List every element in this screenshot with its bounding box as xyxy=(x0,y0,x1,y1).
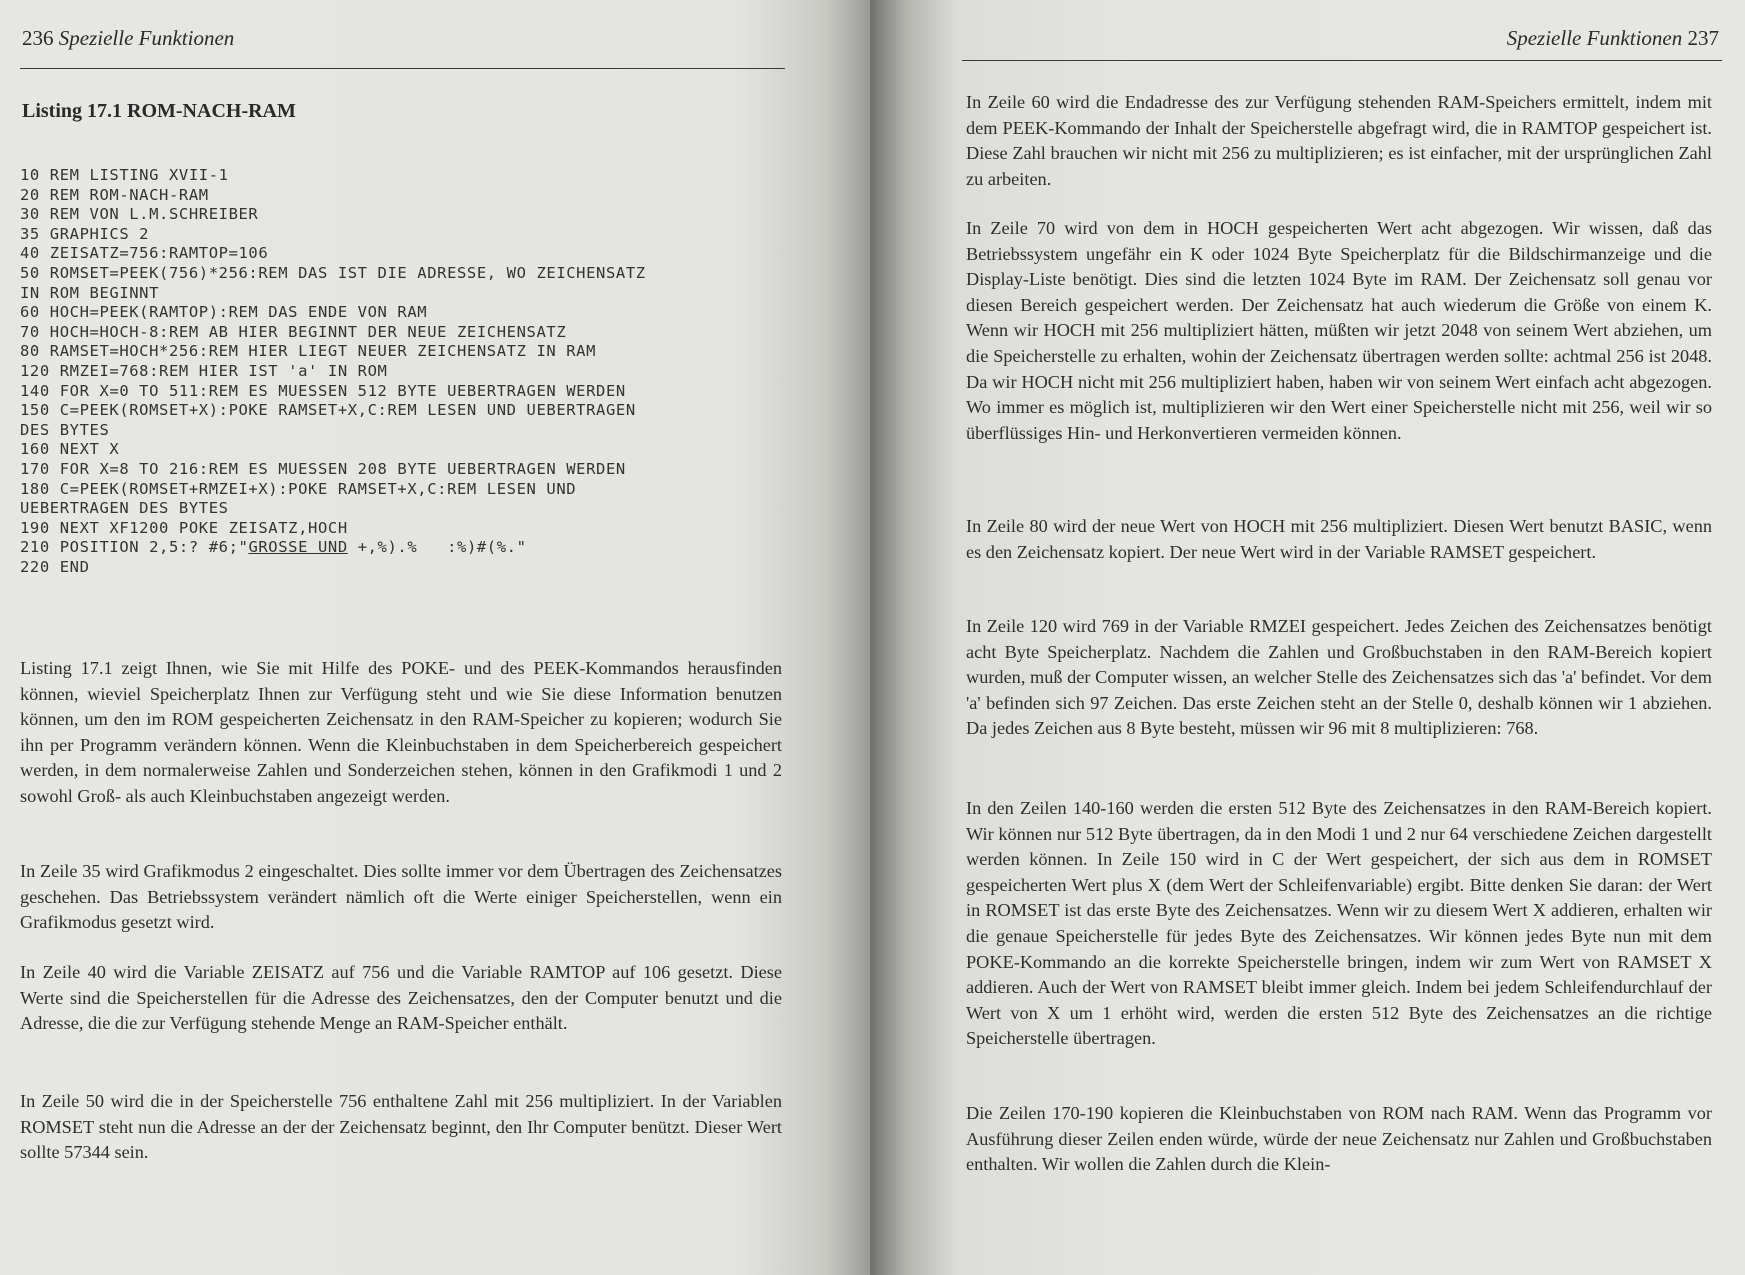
right-page-number: 237 xyxy=(1687,26,1719,50)
right-paragraph-1: In Zeile 60 wird die Endadresse des zur Verfügung stehenden RAM-Speichers ermittelt, indem mit dem PEEK-Kommando der Inhalt der Speicherstelle abgefragt wird, die in RAMTOP gespeichert ist. Diese Zahl brauchen wir nicht mit 256 zu multiplizieren; es ist einfacher, mit der ursprünglichen Zahl zu arbeiten. xyxy=(966,92,1712,189)
code-line: IN ROM BEGINNT xyxy=(20,283,160,302)
code-line: 10 REM LISTING XVII-1 xyxy=(20,166,229,184)
left-paragraph-2: In Zeile 35 wird Grafikmodus 2 eingeschaltet. Dies sollte immer vor dem Übertragen des Zeichensatzes geschehen. Das Betriebssystem verändert nämlich oft die Werte einiger Speicherstellen, wenn ein Grafikmodus gesetzt wird. xyxy=(20,861,782,933)
code-line: 180 C=PEEK(ROMSET+RMZEI+X):POKE RAMSET+X,C:REM LESEN UND xyxy=(20,479,577,498)
code-segment: +,%).% :%)#(%." xyxy=(347,538,527,557)
code-underlined-segment: GROSSE UND xyxy=(248,538,348,557)
right-paragraph-3: In Zeile 80 wird der neue Wert von HOCH mit 256 multipliziert. Diesen Wert benutzt BASIC, wenn es den Zeichensatz kopiert. Der neue Wert wird in der Variable RAMSET gespeichert. xyxy=(966,516,1712,562)
code-listing xyxy=(20,166,800,577)
left-page xyxy=(0,0,870,1275)
left-running-head xyxy=(22,26,234,51)
code-line: 40 ZEISATZ=756:RAMTOP=106 xyxy=(20,244,269,263)
code-segment: 210 POSITION 2,5:? #6;" xyxy=(20,538,249,557)
right-header-title: Spezielle Funktionen xyxy=(1506,26,1683,50)
right-paragraph-4: In Zeile 120 wird 769 in der Variable RMZEI gespeichert. Jedes Zeichen des Zeichensatzes benötigt acht Byte Speicherplatz. Nachdem die Zahlen und Großbuchstaben in den RAM-Bereich kopiert wurden, muß der Computer wissen, an welcher Stelle des Zeichensatzes sich das 'a' befindet. Vor dem 'a' befinden sich 97 Zeichen. Das erste Zeichen steht an der Stelle 0, deshalb können wir 1 abziehen. Da jedes Zeichen aus 8 Byte besteht, müssen wir 96 mit 8 multiplizieren: 768. xyxy=(966,616,1712,739)
right-running-head xyxy=(1507,26,1719,51)
code-line: UEBERTRAGEN DES BYTES xyxy=(20,499,229,518)
code-line: 140 FOR X=0 TO 511:REM ES MUESSEN 512 BYTE UEBERTRAGEN WERDEN xyxy=(20,381,626,400)
code-line: 150 C=PEEK(ROMSET+X):POKE RAMSET+X,C:REM LESEN UND UEBERTRAGEN xyxy=(20,401,636,420)
left-header-rule xyxy=(20,68,785,69)
code-line: 60 HOCH=PEEK(RAMTOP):REM DAS ENDE VON RAM xyxy=(20,303,428,322)
left-paragraph-1: Listing 17.1 zeigt Ihnen, wie Sie mit Hilfe des POKE- und des PEEK-Kommandos herausfinden können, wieviel Speicherplatz Ihnen zur Verfügung steht und wie Sie diese Information benutzen können, um den im ROM gespeicherten Zeichensatz in den RAM-Speicher zu kopieren; wodurch Sie ihn per Programm verändern können. Wenn die Kleinbuchstaben in dem Speicherbereich gespeichert werden, in dem normalerweise Zahlen und Sonderzeichen stehen, können in den Grafikmodi 1 und 2 sowohl Groß- als auch Kleinbuchstaben angezeigt werden. xyxy=(20,658,782,806)
code-line: 170 FOR X=8 TO 216:REM ES MUESSEN 208 BYTE UEBERTRAGEN WERDEN xyxy=(20,459,626,478)
code-line: 120 RMZEI=768:REM HIER IST 'a' IN ROM xyxy=(20,361,388,380)
code-line: 70 HOCH=HOCH-8:REM AB HIER BEGINNT DER NEUE ZEICHENSATZ xyxy=(20,322,567,341)
code-line: 190 NEXT XF1200 POKE ZEISATZ,HOCH xyxy=(20,518,348,537)
code-line: 220 END xyxy=(20,557,90,576)
left-page-number: 236 xyxy=(22,26,54,50)
code-line: 50 ROMSET=PEEK(756)*256:REM DAS IST DIE ADRESSE, WO ZEICHENSATZ xyxy=(20,263,646,282)
right-paragraph-6: Die Zeilen 170-190 kopieren die Kleinbuchstaben von ROM nach RAM. Wenn das Programm vor Ausführung dieser Zeilen enden würde, würde der neue Zeichensatz nur Zahlen und Großbuchstaben enthalten. Wir wollen die Zahlen durch die Klein- xyxy=(966,1103,1712,1175)
left-header-title: Spezielle Funktionen xyxy=(58,26,235,50)
code-line: 30 REM VON L.M.SCHREIBER xyxy=(20,205,259,224)
code-line: 20 REM ROM-NACH-RAM xyxy=(20,185,209,204)
right-paragraph-5: In den Zeilen 140-160 werden die ersten 512 Byte des Zeichensatzes in den RAM-Bereich kopiert. Wir können nur 512 Byte übertragen, da in den Modi 1 und 2 nur 64 verschiedene Zeichen dargestellt werden können. In Zeile 150 wird in C der Wert gespeichert, der sich aus dem in ROMSET gespeicherten Wert plus X (dem Wert der Schleifenvariable) ergibt. Bitte denken Sie daran: der Wert in ROMSET ist das erste Byte des Zeichensatzes. Wenn wir zu diesem Wert X addieren, erhalten wir die genaue Speicherstelle für jedes Byte des Zeichensatzes. Wir können jedes Byte nun mit dem POKE-Kommando an die korrekte Speicherstelle bringen, indem wir zum Wert von RAMSET X addieren. Auch der Wert von RAMSET bleibt immer gleich. Indem bei jedem Schleifendurchlauf der Wert von X um 1 erhöht wird, werden die ersten 512 Byte des Zeichensatzes an die richtige Speicherstelle übertragen. xyxy=(966,798,1712,1049)
right-paragraph-2: In Zeile 70 wird von dem in HOCH gespeicherten Wert acht abgezogen. Wir wissen, daß das Betriebssystem ungefähr ein K oder 1024 Byte Speicherplatz für die Bildschirmanzeige und die Display-Liste benötigt. Dies sind die letzten 1024 Byte im RAM. Der Zeichensatz soll genau vor diesen Bereich gespeichert werden. Der Zeichensatz hat auch wiederum die Größe von einem K. Wenn wir HOCH mit 256 multipliziert hätten, müßten wir jetzt 2048 von seinem Wert abziehen, um die Speicherstelle zu erhalten, wohin der Zeichensatz übertragen werden sollte: achtmal 256 ist 2048. Da wir HOCH nicht mit 256 multipliziert haben, haben wir von seinem Wert einfach acht abgezogen. Wo immer es möglich ist, multiplizieren wir den Wert einer Speicherstelle nicht mit 256, weil wir so überflüssiges Hin- und Herkonvertieren vermeiden können. xyxy=(966,218,1712,443)
code-line: 160 NEXT X xyxy=(20,440,120,459)
code-line xyxy=(20,538,800,558)
right-header-rule xyxy=(962,60,1722,61)
code-line: DES BYTES xyxy=(20,420,110,439)
listing-title: Listing 17.1 ROM-NACH-RAM xyxy=(22,100,296,122)
code-line: 35 GRAPHICS 2 xyxy=(20,224,150,243)
left-paragraph-4: In Zeile 50 wird die in der Speicherstelle 756 enthaltene Zahl mit 256 multipliziert. In der Variablen ROMSET steht nun die Adresse an der der Zeichensatz beginnt, den Ihr Computer benützt. Dieser Wert sollte 57344 sein. xyxy=(20,1091,782,1163)
left-paragraph-3: In Zeile 40 wird die Variable ZEISATZ auf 756 und die Variable RAMTOP auf 106 gesetzt. Diese Werte sind die Speicherstellen für die Adresse des Zeichensatzes, den der Computer benutzt und die Adresse, die die zur Verfügung stehende Menge an RAM-Speicher enthält. xyxy=(20,962,782,1034)
code-line: 80 RAMSET=HOCH*256:REM HIER LIEGT NEUER ZEICHENSATZ IN RAM xyxy=(20,342,597,361)
right-page xyxy=(870,0,1745,1275)
